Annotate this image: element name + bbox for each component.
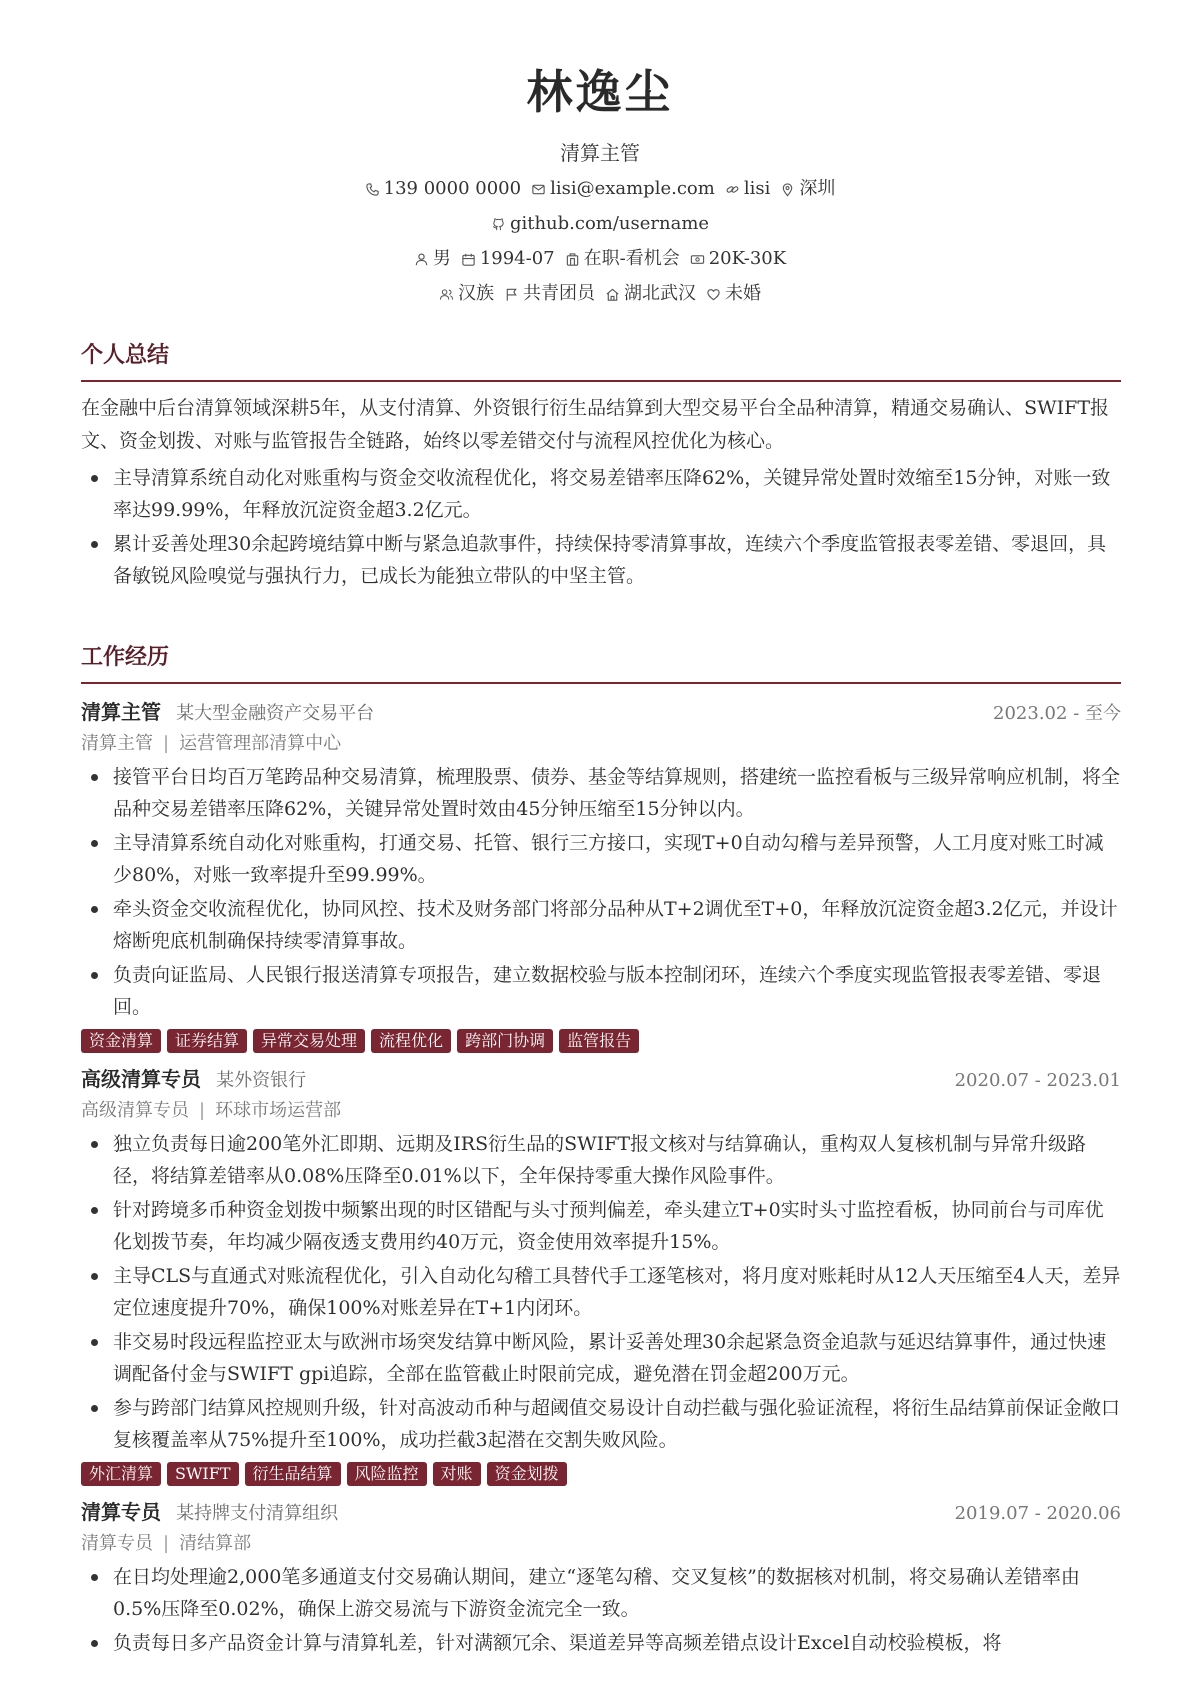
summary-bullet: 主导清算系统自动化对账重构与资金交收流程优化，将交易差错率压降62%，关键异常处置时效缩至15分钟，对账一致率达99.99%，年释放沉淀资金超3.2亿元。 [81,462,1121,526]
phone-icon [365,182,380,197]
job-position: 高级清算专员 [81,1100,189,1121]
job-company: 某外资银行 [216,1070,307,1091]
email-text: lisi@example.com [550,178,715,199]
candidate-name: 林逸尘 [526,65,674,119]
summary-section [81,340,1121,594]
job-company: 某持牌支付清算组织 [176,1503,339,1524]
skill-tag: 资金清算 [81,1029,161,1053]
political-item [504,282,595,306]
hometown-text: 湖北武汉 [624,283,696,304]
status-item [565,247,680,271]
job-entry [81,698,1121,1053]
separator: | [163,1533,170,1554]
skill-tag: 资金划拨 [487,1462,567,1486]
skill-tag: 流程优化 [371,1029,451,1053]
skill-tag: 外汇清算 [81,1462,161,1486]
email-item [531,177,715,201]
resume-header [0,0,1200,306]
skill-tag: 对账 [433,1462,481,1486]
github-text: github.com/username [509,213,710,234]
candidate-title: 清算主管 [560,141,640,165]
ethnicity-item [439,282,494,306]
marital-item [706,282,761,306]
users-icon [439,287,454,302]
job-entry [81,1498,1121,1659]
person-icon [414,252,429,267]
hometown-item [605,282,696,306]
job-bullet: 独立负责每日逾200笔外汇即期、远期及IRS衍生品的SWIFT报文核对与结算确认，重构双人复核机制与异常升级路径，将结算差错率从0.08%压降至0.01%以下，全年保持零重大操作风险事件。 [81,1128,1121,1192]
job-subline [81,731,1121,757]
job-department: 环球市场运营部 [215,1100,342,1121]
marital-text: 未婚 [725,283,761,304]
job-bullet: 参与跨部门结算风控规则升级，针对高波动币种与超阈值交易设计自动拦截与强化验证流程，将衍生品结算前保证金敞口复核覆盖率从75%提升至100%，成功拦截3起潜在交割失败风险。 [81,1392,1121,1456]
summary-bullets [81,462,1121,592]
job-entry [81,1065,1121,1486]
profile-line-1 [0,247,1200,271]
building-icon [565,252,580,267]
skill-tag: 风险监控 [347,1462,427,1486]
job-bullet: 牵头资金交收流程优化，协同风控、技术及财务部门将部分品种从T+2调优至T+0，年释放沉淀资金超3.2亿元，并设计熔断兜底机制确保持续零清算事故。 [81,893,1121,957]
skill-tag: 证券结算 [167,1029,247,1053]
job-bullets [81,1128,1121,1456]
job-bullets [81,1561,1121,1659]
job-header [81,698,1121,728]
gender-item [414,247,451,271]
birth-text: 1994-07 [479,248,555,269]
summary-bullet: 累计妥善处理30余起跨境结算中断与紧急追款事件，持续保持零清算事故，连续六个季度监管报表零差错、零退回，具备敏锐风险嗅觉与强执行力，已成长为能独立带队的中坚主管。 [81,528,1121,592]
birth-item [461,247,555,271]
political-text: 共青团员 [523,283,595,304]
job-subline [81,1531,1121,1557]
job-bullet: 非交易时段远程监控亚太与欧洲市场突发结算中断风险，累计妥善处理30余起紧急资金追款与延迟结算事件，通过快速调配备付金与SWIFT gpi追踪，全部在监管截止时限前完成，避免潜在罚金超200万元。 [81,1326,1121,1390]
heart-icon [706,287,721,302]
calendar-icon [461,252,476,267]
job-bullet: 主导清算系统自动化对账重构，打通交易、托管、银行三方接口，实现T+0自动勾稽与差异预警，人工月度对账工时减少80%，对账一致率提升至99.99%。 [81,827,1121,891]
github-item [491,212,709,236]
contact-line [0,177,1200,201]
money-icon [690,252,705,267]
mail-icon [531,182,546,197]
job-bullet: 主导CLS与直通式对账流程优化，引入自动化勾稽工具替代手工逐笔核对，将月度对账耗时从12人天压缩至4人天，差异定位速度提升70%，确保100%对账差异在T+1内闭环。 [81,1260,1121,1324]
salary-text: 20K-30K [708,248,787,269]
job-header [81,1065,1121,1095]
home-icon [605,287,620,302]
job-role: 清算专员 [81,1500,161,1524]
city-text: 深圳 [799,178,836,199]
job-bullet: 负责向证监局、人民银行报送清算专项报告，建立数据校验与版本控制闭环，连续六个季度实现监管报表零差错、零退回。 [81,959,1121,1023]
flag-icon [504,287,519,302]
ethnicity-text: 汉族 [458,283,494,304]
experience-heading: 工作经历 [81,644,170,670]
job-bullet: 在日均处理逾2,000笔多通道支付交易确认期间，建立“逐笔勾稽、交叉复核”的数据核对机制，将交易确认差错率由0.5%压降至0.02%，确保上游交易流与下游资金流完全一致。 [81,1561,1121,1625]
job-bullet: 接管平台日均百万笔跨品种交易清算，梳理股票、债券、基金等结算规则，搭建统一监控看板与三级异常响应机制，将全品种交易差错率压降62%，关键异常处置时效由45分钟压缩至15分钟以内。 [81,761,1121,825]
location-pin-icon [780,182,795,197]
job-header [81,1498,1121,1528]
summary-divider [81,380,1121,382]
profile-line-2 [0,282,1200,306]
github-icon [491,217,506,232]
job-bullet: 负责每日多产品资金计算与清算轧差，针对满额冗余、渠道差异等高频差错点设计Excel自动校验模板，将 [81,1627,1121,1659]
experience-divider [81,682,1121,684]
job-role: 高级清算专员 [81,1067,201,1091]
wechat-text: lisi [743,178,771,199]
separator: | [163,733,170,754]
job-company: 某大型金融资产交易平台 [176,703,375,724]
job-date: 2020.07 - 2023.01 [954,1070,1121,1091]
phone-text: 139 0000 0000 [383,178,522,199]
city-item [780,177,835,201]
summary-heading: 个人总结 [81,342,170,368]
link-icon [725,182,740,197]
skill-tags [81,1029,1121,1053]
job-department: 运营管理部清算中心 [179,733,342,754]
github-line [0,212,1200,236]
salary-item [690,247,786,271]
job-position: 清算主管 [81,733,153,754]
job-bullets [81,761,1121,1023]
skill-tags [81,1462,1121,1486]
gender-text: 男 [432,248,451,269]
skill-tag: SWIFT [167,1462,239,1486]
job-date: 2023.02 - 至今 [993,703,1121,724]
job-date: 2019.07 - 2020.06 [954,1503,1121,1524]
phone-item [365,177,521,201]
experience-section [81,642,1121,1661]
skill-tag: 衍生品结算 [245,1462,341,1486]
job-role: 清算主管 [81,700,161,724]
wechat-item [725,177,771,201]
job-subline [81,1098,1121,1124]
job-position: 清算专员 [81,1533,153,1554]
skill-tag: 跨部门协调 [457,1029,553,1053]
skill-tag: 监管报告 [559,1029,639,1053]
skill-tag: 异常交易处理 [253,1029,365,1053]
summary-intro: 在金融中后台清算领域深耕5年，从支付清算、外资银行衍生品结算到大型交易平台全品种清算，精通交易确认、SWIFT报文、资金划拨、对账与监管报告全链路，始终以零差错交付与流程风控优化为核心。 [81,397,1109,452]
status-text: 在职-看机会 [583,248,680,269]
job-department: 清结算部 [179,1533,252,1554]
separator: | [199,1100,206,1121]
job-bullet: 针对跨境多币种资金划拨中频繁出现的时区错配与头寸预判偏差，牵头建立T+0实时头寸监控看板，协同前台与司库优化划拨节奏，年均减少隔夜透支费用约40万元，资金使用效率提升15%。 [81,1194,1121,1258]
